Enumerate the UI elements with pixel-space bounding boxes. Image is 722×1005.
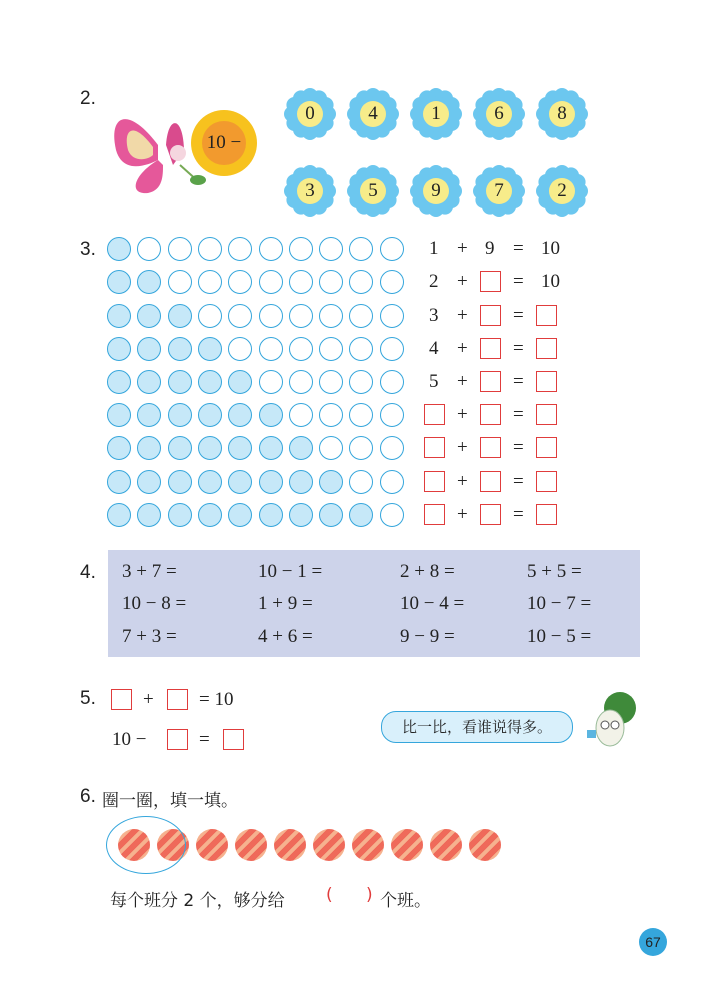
ball-icon bbox=[352, 829, 384, 861]
flower-number: 2 bbox=[549, 178, 575, 204]
paren-close: ) bbox=[366, 885, 373, 905]
plus-sign: + bbox=[457, 371, 468, 392]
paren-open: ( bbox=[326, 885, 333, 905]
answer-box[interactable] bbox=[480, 437, 501, 458]
flower-number: 0 bbox=[297, 101, 323, 127]
empty-circle bbox=[228, 304, 252, 328]
flower-number: 8 bbox=[549, 101, 575, 127]
filled-circle bbox=[198, 337, 222, 361]
equals-sign: = bbox=[513, 371, 524, 392]
flower-number: 9 bbox=[423, 178, 449, 204]
filled-circle bbox=[168, 304, 192, 328]
question-5-number: 5. bbox=[80, 688, 96, 709]
answer-box[interactable] bbox=[536, 504, 557, 525]
answer-box[interactable] bbox=[167, 729, 188, 750]
equals-sign: = bbox=[513, 305, 524, 326]
cabbage-mascot-icon bbox=[585, 690, 643, 758]
answer-box[interactable] bbox=[536, 437, 557, 458]
equals-sign: = bbox=[513, 338, 524, 359]
empty-circle bbox=[289, 370, 313, 394]
math-expression: 1 + 9 = bbox=[258, 593, 313, 614]
empty-circle bbox=[380, 270, 404, 294]
flower-number: 5 bbox=[360, 178, 386, 204]
empty-circle bbox=[259, 270, 283, 294]
sentence-pre: 每个班分 2 个，够分给 bbox=[110, 891, 285, 911]
filled-circle bbox=[107, 337, 131, 361]
empty-circle bbox=[349, 237, 373, 261]
filled-circle bbox=[289, 503, 313, 527]
question-6-number: 6. bbox=[80, 786, 96, 807]
answer-box[interactable] bbox=[536, 471, 557, 492]
empty-circle bbox=[168, 270, 192, 294]
sunflower bbox=[189, 108, 259, 178]
empty-circle bbox=[319, 436, 343, 460]
plus-sign: + bbox=[457, 338, 468, 359]
filled-circle bbox=[137, 304, 161, 328]
number-flower bbox=[347, 88, 399, 140]
math-expression: 10 − 1 = bbox=[258, 561, 323, 582]
answer-box[interactable] bbox=[111, 689, 132, 710]
plus-sign: + bbox=[457, 271, 468, 292]
filled-circle bbox=[168, 370, 192, 394]
empty-circle bbox=[380, 403, 404, 427]
plus-sign: + bbox=[457, 471, 468, 492]
empty-circle bbox=[349, 470, 373, 494]
answer-box[interactable] bbox=[480, 471, 501, 492]
plus-sign: + bbox=[143, 689, 154, 710]
filled-circle bbox=[107, 436, 131, 460]
empty-circle bbox=[137, 237, 161, 261]
empty-circle bbox=[380, 304, 404, 328]
filled-circle bbox=[107, 237, 131, 261]
empty-circle bbox=[289, 337, 313, 361]
empty-circle bbox=[349, 403, 373, 427]
plus-sign: + bbox=[457, 238, 468, 259]
empty-circle bbox=[349, 370, 373, 394]
filled-circle bbox=[137, 436, 161, 460]
plus-sign: + bbox=[457, 305, 468, 326]
filled-circle bbox=[137, 337, 161, 361]
math-expression: 5 + 5 = bbox=[527, 561, 582, 582]
ball-icon bbox=[391, 829, 423, 861]
empty-circle bbox=[289, 237, 313, 261]
math-expression: 7 + 3 = bbox=[122, 626, 177, 647]
filled-circle bbox=[228, 436, 252, 460]
empty-circle bbox=[319, 403, 343, 427]
filled-circle bbox=[198, 470, 222, 494]
answer-box[interactable] bbox=[480, 338, 501, 359]
answer-box[interactable] bbox=[536, 371, 557, 392]
equals-sign: = bbox=[513, 404, 524, 425]
ball-icon bbox=[274, 829, 306, 861]
empty-circle bbox=[380, 436, 404, 460]
ball-icon bbox=[196, 829, 228, 861]
filled-circle bbox=[168, 337, 192, 361]
sunflower-label: 10 − bbox=[206, 132, 242, 153]
question-4-number: 4. bbox=[80, 562, 96, 583]
number-flower bbox=[347, 165, 399, 217]
number-flower bbox=[410, 165, 462, 217]
speech-bubble: 比一比，看谁说得多。 bbox=[381, 711, 573, 743]
answer-blank[interactable] bbox=[338, 886, 364, 908]
filled-circle bbox=[349, 503, 373, 527]
equation-number: 4 bbox=[429, 338, 439, 359]
plus-sign: + bbox=[457, 437, 468, 458]
equation-number: 5 bbox=[429, 371, 439, 392]
ball-icon bbox=[469, 829, 501, 861]
filled-circle bbox=[228, 470, 252, 494]
question-2-number: 2. bbox=[80, 88, 96, 109]
filled-circle bbox=[168, 470, 192, 494]
empty-circle bbox=[228, 270, 252, 294]
flower-number: 3 bbox=[297, 178, 323, 204]
filled-circle bbox=[259, 436, 283, 460]
empty-circle bbox=[349, 337, 373, 361]
equals-sign: = bbox=[513, 504, 524, 525]
filled-circle bbox=[228, 503, 252, 527]
math-expression: 4 + 6 = bbox=[258, 626, 313, 647]
empty-circle bbox=[259, 304, 283, 328]
empty-circle bbox=[228, 337, 252, 361]
math-expression: 3 + 7 = bbox=[122, 561, 177, 582]
number-flower bbox=[410, 88, 462, 140]
filled-circle bbox=[107, 304, 131, 328]
equation-number: 1 bbox=[429, 238, 439, 259]
empty-circle bbox=[380, 503, 404, 527]
empty-circle bbox=[380, 337, 404, 361]
answer-box[interactable] bbox=[536, 404, 557, 425]
equals-sign: = bbox=[513, 271, 524, 292]
equation-number: 10 bbox=[541, 271, 560, 292]
number-flower bbox=[536, 165, 588, 217]
empty-circle bbox=[380, 370, 404, 394]
plus-sign: + bbox=[457, 504, 468, 525]
math-expression: 10 − 8 = bbox=[122, 593, 187, 614]
filled-circle bbox=[198, 403, 222, 427]
answer-box[interactable] bbox=[480, 271, 501, 292]
answer-box[interactable] bbox=[480, 404, 501, 425]
empty-circle bbox=[289, 270, 313, 294]
flower-number: 4 bbox=[360, 101, 386, 127]
empty-circle bbox=[198, 270, 222, 294]
answer-box[interactable] bbox=[424, 437, 445, 458]
answer-box[interactable] bbox=[536, 338, 557, 359]
answer-box[interactable] bbox=[424, 504, 445, 525]
answer-box[interactable] bbox=[424, 471, 445, 492]
number-flower bbox=[284, 165, 336, 217]
answer-box[interactable] bbox=[480, 371, 501, 392]
empty-circle bbox=[349, 436, 373, 460]
math-expression: 10 − 7 = bbox=[527, 593, 592, 614]
grouping-circle bbox=[106, 816, 186, 874]
empty-circle bbox=[259, 337, 283, 361]
answer-box[interactable] bbox=[480, 305, 501, 326]
equation-number: 10 bbox=[541, 238, 560, 259]
math-expression: 10 − 4 = bbox=[400, 593, 465, 614]
filled-circle bbox=[289, 470, 313, 494]
answer-box[interactable] bbox=[536, 305, 557, 326]
math-expression: 9 − 9 = bbox=[400, 626, 455, 647]
filled-circle bbox=[228, 370, 252, 394]
empty-circle bbox=[259, 370, 283, 394]
ball-icon bbox=[313, 829, 345, 861]
empty-circle bbox=[319, 270, 343, 294]
empty-circle bbox=[349, 304, 373, 328]
empty-circle bbox=[259, 237, 283, 261]
equation-number: 3 bbox=[429, 305, 439, 326]
filled-circle bbox=[107, 270, 131, 294]
math-expression: 2 + 8 = bbox=[400, 561, 455, 582]
empty-circle bbox=[319, 237, 343, 261]
flower-number: 6 bbox=[486, 101, 512, 127]
filled-circle bbox=[198, 370, 222, 394]
answer-box[interactable] bbox=[480, 504, 501, 525]
filled-circle bbox=[168, 436, 192, 460]
ball-icon bbox=[235, 829, 267, 861]
filled-circle bbox=[137, 503, 161, 527]
filled-circle bbox=[319, 503, 343, 527]
number-flower bbox=[473, 165, 525, 217]
filled-circle bbox=[168, 503, 192, 527]
filled-circle bbox=[259, 503, 283, 527]
plus-sign: + bbox=[457, 404, 468, 425]
filled-circle bbox=[198, 503, 222, 527]
empty-circle bbox=[168, 237, 192, 261]
sentence-post: 个班。 bbox=[380, 891, 431, 911]
empty-circle bbox=[319, 304, 343, 328]
filled-circle bbox=[107, 403, 131, 427]
ten-minus: 10 − bbox=[112, 729, 147, 750]
filled-circle bbox=[137, 403, 161, 427]
filled-circle bbox=[289, 436, 313, 460]
equation-number: 2 bbox=[429, 271, 439, 292]
answer-box[interactable] bbox=[167, 689, 188, 710]
filled-circle bbox=[137, 270, 161, 294]
filled-circle bbox=[259, 403, 283, 427]
number-flower bbox=[284, 88, 336, 140]
filled-circle bbox=[107, 370, 131, 394]
filled-circle bbox=[319, 470, 343, 494]
empty-circle bbox=[289, 304, 313, 328]
empty-circle bbox=[198, 304, 222, 328]
filled-circle bbox=[137, 470, 161, 494]
number-flower bbox=[536, 88, 588, 140]
equals-ten: = 10 bbox=[199, 689, 234, 710]
empty-circle bbox=[198, 237, 222, 261]
equals-sign: = bbox=[513, 437, 524, 458]
empty-circle bbox=[380, 237, 404, 261]
empty-circle bbox=[319, 337, 343, 361]
page-number: 67 bbox=[639, 928, 667, 956]
flower-number: 7 bbox=[486, 178, 512, 204]
empty-circle bbox=[228, 237, 252, 261]
equals-sign: = bbox=[513, 471, 524, 492]
flower-number: 1 bbox=[423, 101, 449, 127]
filled-circle bbox=[107, 503, 131, 527]
number-flower bbox=[473, 88, 525, 140]
equation-number: 9 bbox=[485, 238, 495, 259]
question-3-number: 3. bbox=[80, 239, 96, 260]
filled-circle bbox=[228, 403, 252, 427]
filled-circle bbox=[259, 470, 283, 494]
empty-circle bbox=[380, 470, 404, 494]
answer-box[interactable] bbox=[223, 729, 244, 750]
filled-circle bbox=[168, 403, 192, 427]
filled-circle bbox=[137, 370, 161, 394]
filled-circle bbox=[198, 436, 222, 460]
answer-box[interactable] bbox=[424, 404, 445, 425]
empty-circle bbox=[289, 403, 313, 427]
empty-circle bbox=[349, 270, 373, 294]
equals-sign: = bbox=[513, 238, 524, 259]
ball-icon bbox=[430, 829, 462, 861]
empty-circle bbox=[319, 370, 343, 394]
filled-circle bbox=[107, 470, 131, 494]
equals-sign: = bbox=[199, 729, 210, 750]
question-6-title: 圈一圈，填一填。 bbox=[102, 791, 238, 811]
math-expression: 10 − 5 = bbox=[527, 626, 592, 647]
